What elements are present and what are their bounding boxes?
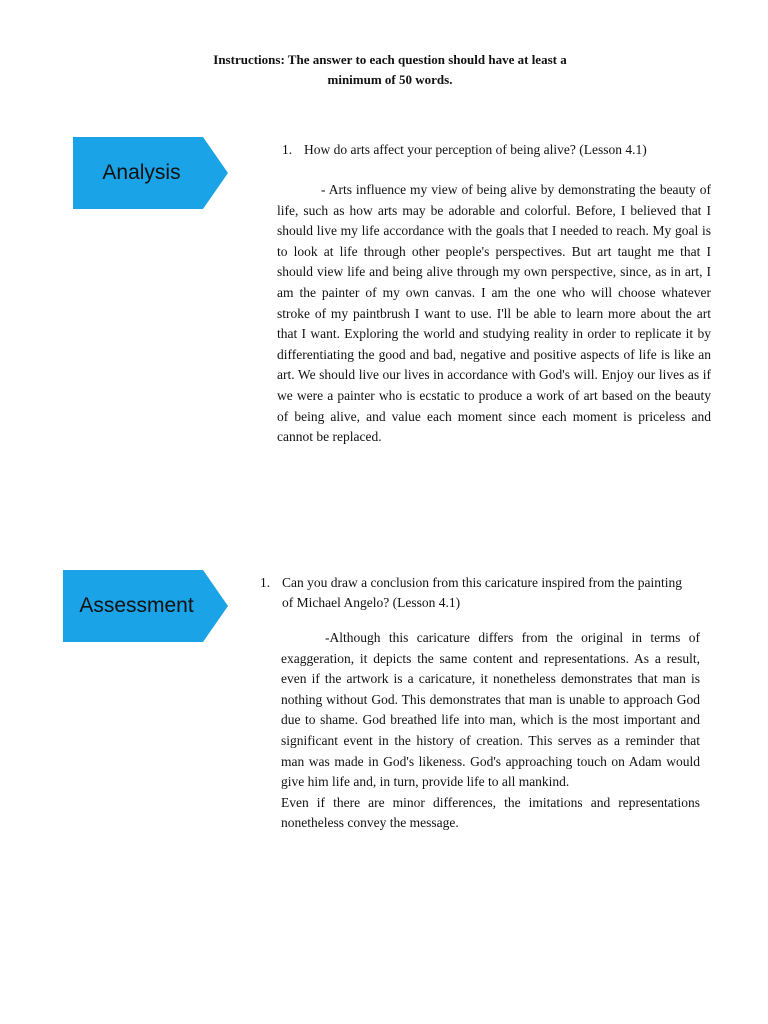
assessment-question-number: 1. [260,575,271,590]
assessment-answer [281,628,700,834]
assessment-question [260,573,700,613]
analysis-answer: - Arts influence my view of being alive by demonstrating the beauty of life, such as how arts may be adorable and colorful. Before, I believed that I should live my life accordance with the goals that I needed to reach. My goal is to look at life through other people's perspectives. But art taught me that I should view life and being alive through my own perspective, since, as in art, I am the painter of my own canvas. I am the one who will choose whatever stroke of my paintbrush I want to use. I'll be able to learn more about the art that I want. Exploring the world and studying reality in order to replicate it by differentiating the good and bad, negative and positive aspects of life is like an art. We should live our lives in accordance with God's will. Enjoy our lives as if we were a painter who is ecstatic to produce a work of art based on the beauty of being alive, and value each moment since each moment is priceless and cannot be replaced. [277,182,711,445]
analysis-badge-label: Analysis [102,161,181,184]
analysis-question-number: 1. [282,142,293,157]
instructions-line-2: minimum of 50 words. [327,72,453,87]
assessment-answer-paragraph-2: Even if there are minor differences, the imitations and representations nonetheless convey the message. [281,794,700,831]
analysis-badge [73,137,228,209]
instructions-line-1: Instructions: The answer to each question should have at least a [213,52,567,67]
assessment-badge-label: Assessment [79,594,194,617]
analysis-question [282,140,712,160]
assessment-question-text: Can you draw a conclusion from this caricature inspired from the painting of Michael Angelo? (Lesson 4.1) [282,575,683,610]
assessment-answer-paragraph-1: -Although this caricature differs from the original in terms of exaggeration, it depicts the same content and representations. As a result, even if the artwork is a caricature, it nonetheless demonstrates that man is nothing without God. This demonstrates that man is unable to approach God due to shame. God breathed life into man, which is the most important and significant event in the history of creation. This serves as a reminder that man was made in God's likeness. God's approaching touch on Adam would give him life and, in turn, provide life to all mankind. [281,630,700,790]
instructions [0,50,768,90]
analysis-question-text: How do arts affect your perception of being alive? (Lesson 4.1) [304,142,647,157]
assessment-badge [63,570,228,642]
